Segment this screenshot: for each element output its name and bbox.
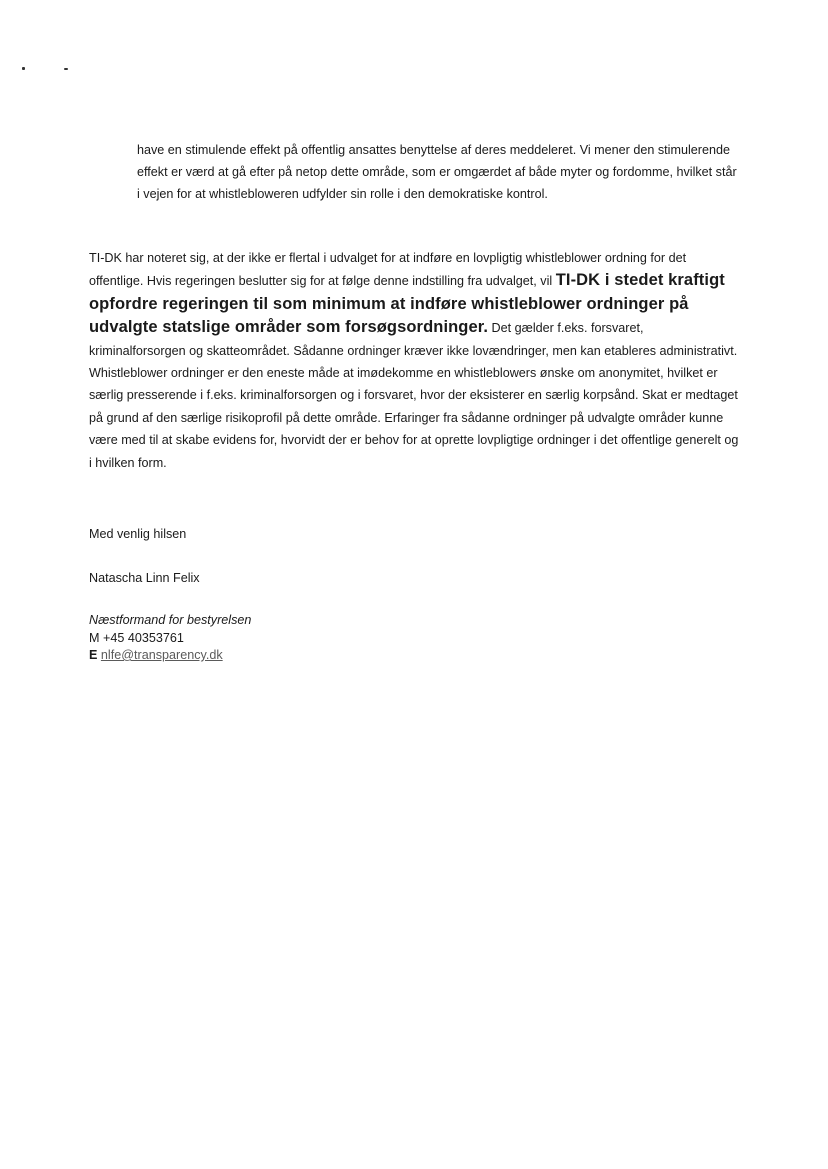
- scan-speck: [22, 67, 25, 70]
- main-paragraph-rest: Det gælder f.eks. forsvaret, kriminalforsorgen og skatteområdet. Sådanne ordninger kræver ikke lovændringer, men kan etableres administrativt. Whistleblower ordninger er den eneste måde at imødekomme en whistleblowers ønske om anonymitet, hvilket er særlig presserende i f.eks. kriminalforsorgen og i forsvaret, hvor der eksisterer en særlig korpsånd. Skat er medtaget på grund af den særlige risikoprofil på dette område. Erfaringer fra sådanne ordninger på udvalgte områder kunne være med til at skabe evidens for, hvorvidt der er behov for at oprette lovpligtige ordninger i det offentlige generelt og i hvilken form.: [89, 321, 739, 470]
- email-line: [89, 647, 251, 665]
- quoted-paragraph: [137, 139, 737, 205]
- phone-label: M: [89, 630, 100, 645]
- email-label: E: [89, 648, 98, 662]
- signer-name: Natascha Linn Felix: [89, 571, 200, 585]
- closing-greeting: Med venlig hilsen: [89, 527, 187, 541]
- main-paragraph-intro: TI-DK har noteret sig, at der ikke er flertal i udvalget for at indføre en lovpligtig whistleblower ordning for det offentlige. Hvis regeringen beslutter sig for at følge denne indstilling fra udvalget, vil: [89, 251, 687, 289]
- email-link[interactable]: nlfe@transparency.dk: [100, 648, 223, 662]
- scan-speck: [64, 68, 68, 70]
- phone-line: [89, 630, 251, 648]
- signer-role: Næstformand for bestyrelsen: [89, 613, 252, 627]
- phone-number: +45 40353761: [103, 630, 184, 645]
- main-paragraph: [89, 247, 739, 474]
- main-paragraph-text: [89, 247, 739, 474]
- contact-block: [89, 612, 251, 665]
- quoted-paragraph-text: have en stimulende effekt på offentlig ansattes benyttelse af deres meddeleret. Vi mener den stimulerende effekt er værd at gå efter på netop dette område, som er omgærdet af både myter og fordomme, hvilket står i vejen for at whistlebloweren udfylder sin rolle i den demokratiske kontrol.: [137, 143, 737, 201]
- main-paragraph-emphasis: TI-DK i stedet kraftigt opfordre regeringen til som minimum at indføre whistleblower ordninger på udvalgte statslige områder som forsøgsordninger.: [89, 271, 725, 337]
